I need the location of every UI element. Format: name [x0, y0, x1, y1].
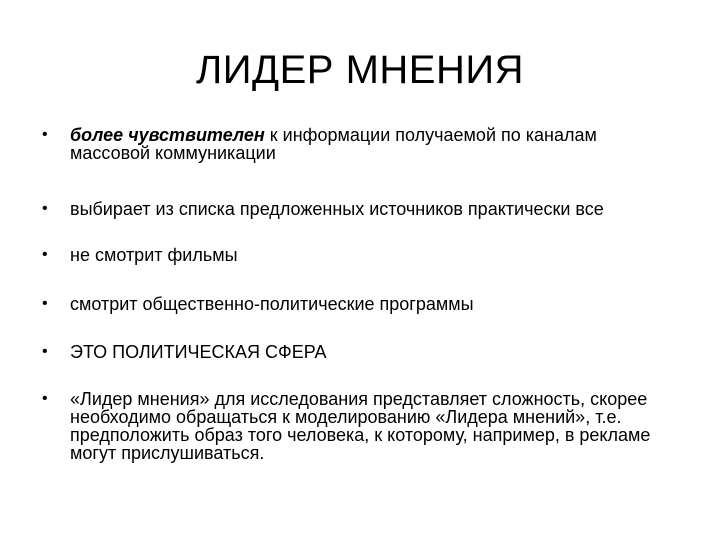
bullet-text: ЭТО ПОЛИТИЧЕСКАЯ СФЕРА	[70, 342, 327, 362]
bullet-text: выбирает из списка предложенных источников практически все	[70, 199, 604, 219]
bullet-marker: •	[42, 390, 48, 407]
bullet-marker: •	[42, 343, 48, 360]
bullet-text: смотрит общественно-политические программы	[70, 294, 474, 314]
bullet-marker: •	[42, 126, 48, 143]
bullet-text: не смотрит фильмы	[70, 245, 238, 265]
bullet-text	[70, 126, 670, 162]
slide-title: ЛИДЕР МНЕНИЯ	[196, 48, 524, 92]
bullet-text: «Лидер мнения» для исследования представляет сложность, скорее необходимо обращаться к моделированию «Лидера мнений», т.е. предположить образ того человека, к которому, например, в рекламе могут прислушиваться.	[70, 389, 651, 463]
bullet-marker: •	[42, 295, 48, 312]
bullet-marker: •	[42, 246, 48, 263]
bullet-bold-text: более чувствителен	[70, 125, 265, 145]
bullet-marker: •	[42, 200, 48, 217]
bullet-rest-text: к информации получаемой по каналам массовой коммуникации	[70, 125, 597, 163]
